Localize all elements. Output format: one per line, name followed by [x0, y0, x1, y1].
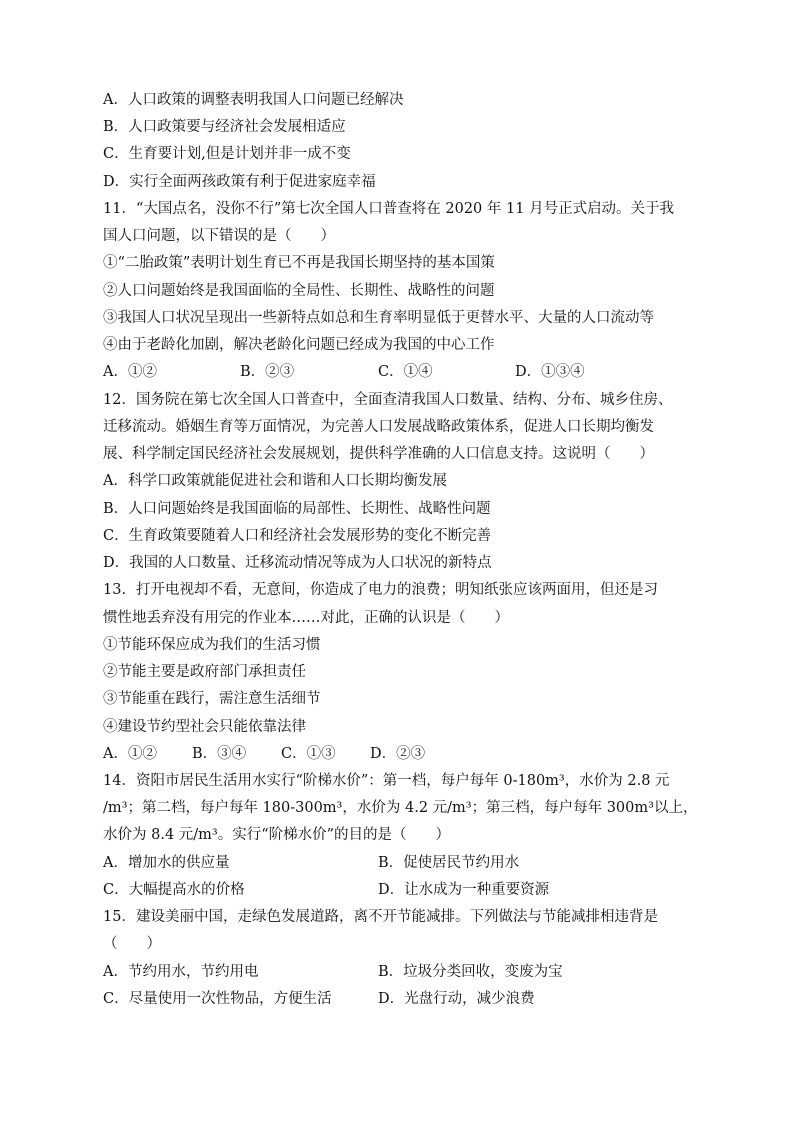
q13-statement-4: ④建设节约型社会只能依靠法律 — [103, 719, 306, 735]
q14-option-c: C．大幅提高水的价格 — [103, 882, 245, 898]
q14-option-b: B．促使居民节约用水 — [378, 855, 520, 871]
q13-stem-line-1: 13．打开电视却不看，无意间，你造成了电力的浪费；明知纸张应该两面用，但还是习 — [103, 582, 658, 598]
q13-statement-2: ②节能主要是政府部门承担责任 — [103, 664, 306, 680]
q12-option-d: D．我国的人口数量、迁移流动情况等成为人口状况的新特点 — [103, 555, 492, 571]
q11-statement-4: ④由于老龄化加剧，解决老龄化问题已经成为我国的中心工作 — [103, 337, 495, 353]
q12-stem-line-1: 12．国务院在第七次全国人口普查中，全面查清我国人口数量、结构、分布、城乡住房、 — [103, 392, 673, 408]
q14-stem-line-2: /m³；第二档，每户每年 180-300m³，水价为 4.2 元/m³；第三档，每户每年 300m³以上， — [103, 800, 698, 816]
q14-stem-line-1: 14．资阳市居民生活用水实行“阶梯水价”：第一档，每户每年 0-180m³，水价为 2.8 元 — [103, 773, 670, 789]
q13-statement-1: ①节能环保应成为我们的生活习惯 — [103, 637, 321, 653]
q11-stem-line-1: 11．“大国点名，没你不行”第七次全国人口普查将在 2020 年 11 月号正式启动。关于我 — [103, 201, 675, 217]
q13-statement-3: ③节能重在践行，需注意生活细节 — [103, 691, 321, 707]
q13-choice-d: D．②③ — [370, 746, 426, 762]
q15-option-d: D．光盘行动，减少浪费 — [378, 991, 535, 1007]
q15-option-c: C．尽量使用一次性物品，方便生活 — [103, 991, 332, 1007]
q11-choice-d: D．①③④ — [515, 364, 585, 380]
q15-stem-line-2: （ ） — [103, 936, 161, 952]
q15-stem-line-1: 15．建设美丽中国，走绿色发展道路，离不开节能减排。下列做法与节能减排相违背是 — [103, 909, 658, 925]
q13-stem-line-2: 惯性地丢弃没有用完的作业本……对此，正确的认识是（ ） — [103, 610, 509, 626]
q12-stem-line-3: 展、科学制定国民经济社会发展规划，提供科学准确的人口信息支持。这说明（ ） — [103, 446, 654, 462]
q14-stem-line-3: 水价为 8.4 元/m³。实行“阶梯水价”的目的是（ ） — [103, 827, 451, 843]
q14-option-a: A．增加水的供应量 — [103, 855, 230, 871]
q11-statement-1: ①“二胎政策”表明计划生育已不再是我国长期坚持的基本国策 — [103, 255, 495, 271]
q13-choice-c: C．①③ — [281, 746, 336, 762]
q13-choice-a: A．①② — [103, 746, 157, 762]
q12-option-a: A．科学口政策就能促进社会和谐和人口长期均衡发展 — [103, 473, 447, 489]
q11-stem-line-2: 国人口问题，以下错误的是（ ） — [103, 228, 335, 244]
q10-option-b: B．人口政策要与经济社会发展相适应 — [103, 119, 346, 135]
q12-option-b: B．人口问题始终是我国面临的局部性、长期性、战略性问题 — [103, 501, 491, 517]
q14-option-d: D．让水成为一种重要资源 — [378, 882, 550, 898]
q15-option-b: B．垃圾分类回收，变废为宝 — [378, 964, 563, 980]
q11-choice-c: C．①④ — [378, 364, 433, 380]
q11-choice-a: A．①② — [103, 364, 157, 380]
q11-choice-b: B．②③ — [240, 364, 295, 380]
q12-option-c: C．生育政策要随着人口和经济社会发展形势的变化不断完善 — [103, 528, 492, 544]
q10-option-d: D．实行全面两孩政策有利于促进家庭幸福 — [103, 174, 376, 190]
q11-statement-3: ③我国人口状况呈现出一些新特点如总和生育率明显低于更替水平、大量的人口流动等 — [103, 310, 654, 326]
q13-choice-b: B．③④ — [192, 746, 247, 762]
q11-statement-2: ②人口问题始终是我国面临的全局性、长期性、战略性的问题 — [103, 283, 495, 299]
q15-option-a: A．节约用水，节约用电 — [103, 964, 259, 980]
q10-option-c: C．生育要计划,但是计划并非一成不变 — [103, 146, 351, 162]
q10-option-a: A．人口政策的调整表明我国人口问题已经解决 — [103, 92, 404, 108]
q12-stem-line-2: 迁移流动。婚姻生育等万面情况，为完善人口发展战略政策体系，促进人口长期均衡发 — [103, 419, 654, 435]
